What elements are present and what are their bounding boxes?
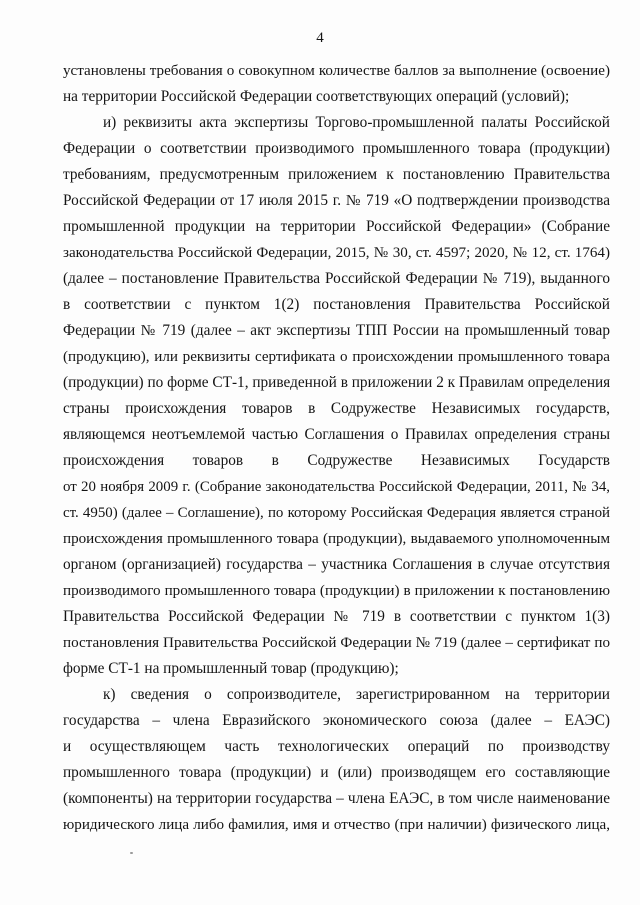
paragraph-k-start: к) сведения о сопроизводителе, зарегистрированном на территории (103, 686, 610, 703)
text-line: на территории Российской Федерации соответствующих операций (условий); (63, 88, 570, 105)
text-line: государства – члена Евразийского экономического союза (далее – ЕАЭС) (63, 712, 610, 729)
text-line: юридического лица либо фамилия, имя и отчество (при наличии) физического лица, (63, 817, 610, 833)
text-line: производимого промышленного товара (продукции) в приложении к постановлению (63, 583, 610, 599)
text-line: Федерации № 719 (далее – акт экспертизы ТПП России на промышленный товар (63, 322, 610, 339)
text-line: от 20 ноября 2009 г. (Собрание законодательства Российской Федерации, 2011, № 34, (63, 479, 610, 495)
text-line: ст. 4950) (далее – Соглашение), по которому Российская Федерация является страной (63, 505, 610, 521)
text-line: и осуществляющем часть технологических операций по производству (63, 738, 610, 755)
text-line: требованиям, предусмотренным приложением к постановлению Правительства (63, 166, 610, 183)
text-line: происхождения промышленного товара (продукции), выдаваемого уполномоченным (63, 531, 610, 547)
text-line: установлены требования о совокупном количестве баллов за выполнение (освоение) (63, 63, 610, 79)
text-line: Российской Федерации от 17 июля 2015 г. № 719 «О подтверждении производства (63, 192, 610, 209)
text-line: промышленного товара (продукции) и (или) производящем его составляющие (63, 764, 610, 781)
text-line: органом (организацией) государства – участника Соглашения в случае отсутствия (63, 556, 610, 573)
text-line: происхождения товаров в Содружестве Независимых Государств (63, 452, 610, 469)
text-line: (далее – постановление Правительства Российской Федерации № 719), выданного (63, 270, 610, 287)
text-line: Федерации о соответствии производимого промышленного товара (продукции) (63, 140, 610, 157)
text-line: в соответствии с пунктом 1(2) постановления Правительства Российской (63, 296, 610, 313)
text-line: (компоненты) на территории государства – члена ЕАЭС, в том числе наименование (63, 790, 610, 807)
text-line: промышленной продукции на территории Российской Федерации» (Собрание (63, 218, 610, 235)
text-line: (продукцию), или реквизиты сертификата о происхождении промышленного товара (63, 349, 610, 365)
paragraph-i-start: и) реквизиты акта экспертизы Торгово-промышленной палаты Российской (103, 114, 610, 131)
text-line: (продукции) по форме СТ-1, приведенной в приложении 2 к Правилам определения (63, 374, 611, 391)
scan-artifact (130, 852, 133, 854)
text-line: страны происхождения товаров в Содружестве Независимых государств, (63, 400, 610, 417)
text-line: законодательства Российской Федерации, 2015, № 30, ст. 4597; 2020, № 12, ст. 1764) (63, 245, 610, 261)
text-line: Правительства Российской Федерации № 719 в соответствии с пунктом 1(3) (63, 608, 610, 625)
text-line: являющемся неотъемлемой частью Соглашения о Правилах определения страны (63, 426, 610, 443)
text-line: форме СТ-1 на промышленный товар (продукцию); (63, 660, 399, 677)
text-line: постановления Правительства Российской Федерации № 719 (далее – сертификат по (63, 635, 610, 651)
page-number: 4 (316, 30, 324, 46)
